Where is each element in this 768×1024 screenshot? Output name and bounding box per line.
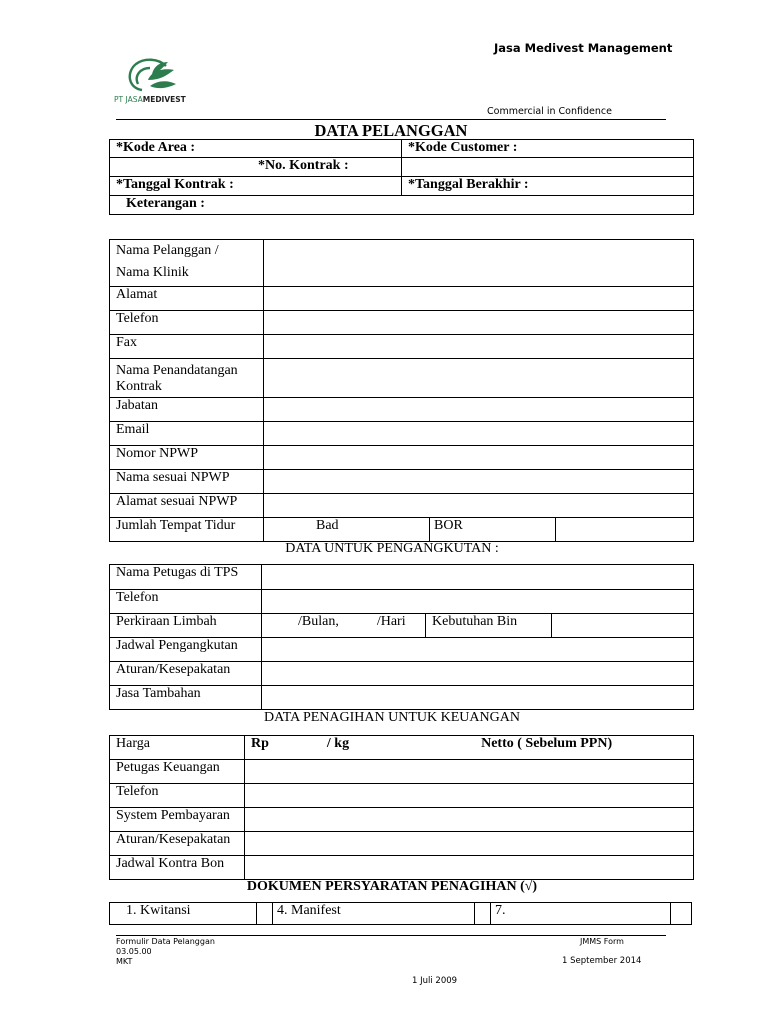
jadwal-kontra-bon-label: Jadwal Kontra Bon [110,856,245,880]
penandatangan-label: Nama Penandatangan [116,363,238,378]
doc-manifest-checkbox[interactable] [475,903,491,925]
email-field[interactable] [264,422,694,446]
transport-aturan-field[interactable] [262,662,694,686]
confidentiality-note: Commercial in Confidence [487,106,612,117]
page-title: DATA PELANGGAN [314,121,468,140]
transport-table [109,564,694,710]
email-label: Email [110,422,264,446]
footer-rule [116,935,666,936]
petugas-keuangan-label: Petugas Keuangan [110,760,245,784]
footer-dept: MKT [116,957,133,966]
doc-kwitansi-label: 1. Kwitansi [110,903,257,925]
nama-klinik-label: Nama Klinik [116,265,189,280]
billing-section-title: DATA PENAGIHAN UNTUK KEUANGAN [264,710,520,725]
billing-aturan-field[interactable] [245,832,694,856]
doc-item7-checkbox[interactable] [671,903,692,925]
transport-aturan-label: Aturan/Kesepakatan [110,662,262,686]
nama-pelanggan-label: Nama Pelanggan / [116,243,219,258]
fax-field[interactable] [264,335,694,359]
petugas-tps-label: Nama Petugas di TPS [110,565,262,590]
billing-table [109,735,694,880]
footer-form-name: Formulir Data Pelanggan [116,937,215,946]
jabatan-field[interactable] [264,398,694,422]
transport-telefon-field[interactable] [262,590,694,614]
company-logo [112,50,192,108]
fax-label: Fax [110,335,264,359]
bad-label[interactable]: Bad [264,518,430,542]
nama-npwp-label: Nama sesuai NPWP [110,470,264,494]
contract-info-table [109,139,694,215]
keterangan-label: Keterangan : [110,196,694,215]
kode-customer-label: *Kode Customer : [402,140,694,158]
alamat-npwp-field[interactable] [264,494,694,518]
tanggal-kontrak-label: *Tanggal Kontrak : [110,177,402,196]
npwp-field[interactable] [264,446,694,470]
doc-kwitansi-checkbox[interactable] [257,903,273,925]
nama-npwp-field[interactable] [264,470,694,494]
alamat-label: Alamat [110,287,264,311]
bor-label[interactable]: BOR [430,518,556,542]
bulan-unit: /Bulan, [298,614,339,629]
jabatan-label: Jabatan [110,398,264,422]
perkiraan-limbah-label: Perkiraan Limbah [110,614,262,638]
documents-section-title: DOKUMEN PERSYARATAN PENAGIHAN (√) [246,879,538,894]
documents-table [109,902,692,925]
footer-date-right: 1 September 2014 [562,956,642,966]
bor-field[interactable] [556,518,694,542]
jadwal-pengangkutan-label: Jadwal Pengangkutan [110,638,262,662]
logo-prefix: PT JASA [114,95,143,104]
header-rule [116,119,666,120]
customer-table [109,239,694,542]
footer-code: 03.05.00 [116,947,152,956]
netto-label: Netto ( Sebelum PPN) [481,736,613,751]
rp-label: Rp [251,736,269,751]
petugas-keuangan-field[interactable] [245,760,694,784]
telefon-label: Telefon [110,311,264,335]
harga-label: Harga [110,736,245,760]
billing-aturan-label: Aturan/Kesepakatan [110,832,245,856]
kode-area-label: *Kode Area : [110,140,402,158]
petugas-tps-field[interactable] [262,565,694,590]
harga-field[interactable] [245,736,694,760]
footer-date-center: 1 Juli 2009 [412,976,458,986]
transport-telefon-label: Telefon [110,590,262,614]
doc-item7-label: 7. [491,903,671,925]
logo-brand: MEDIVEST [142,95,186,104]
kebutuhan-bin-field[interactable] [552,614,694,638]
per-kg-label: / kg [326,736,350,751]
jasa-tambahan-label: Jasa Tambahan [110,686,262,710]
hari-unit: /Hari [376,614,406,629]
system-pembayaran-label: System Pembayaran [110,808,245,832]
jadwal-pengangkutan-field[interactable] [262,638,694,662]
no-kontrak-label: *No. Kontrak : [110,158,402,177]
company-name: Jasa Medivest Management [494,41,673,55]
tanggal-berakhir-label: *Tanggal Berakhir : [402,177,694,196]
leaf-logo-icon [112,50,192,96]
tempat-tidur-label: Jumlah Tempat Tidur [110,518,264,542]
npwp-label: Nomor NPWP [110,446,264,470]
transport-section-title: DATA UNTUK PENGANGKUTAN : [285,541,499,556]
alamat-field[interactable] [264,287,694,311]
kebutuhan-bin-label: Kebutuhan Bin [426,614,552,638]
billing-telefon-label: Telefon [110,784,245,808]
alamat-npwp-label: Alamat sesuai NPWP [110,494,264,518]
system-pembayaran-field[interactable] [245,808,694,832]
telefon-field[interactable] [264,311,694,335]
no-kontrak-value[interactable] [402,158,694,177]
kontrak-label: Kontrak [116,379,162,394]
nama-pelanggan-field[interactable] [264,240,694,287]
penandatangan-field[interactable] [264,359,694,398]
jasa-tambahan-field[interactable] [262,686,694,710]
billing-telefon-field[interactable] [245,784,694,808]
footer-form-ref: JMMS Form [580,937,624,946]
doc-manifest-label: 4. Manifest [273,903,475,925]
jadwal-kontra-bon-field[interactable] [245,856,694,880]
limbah-field[interactable] [262,614,426,638]
